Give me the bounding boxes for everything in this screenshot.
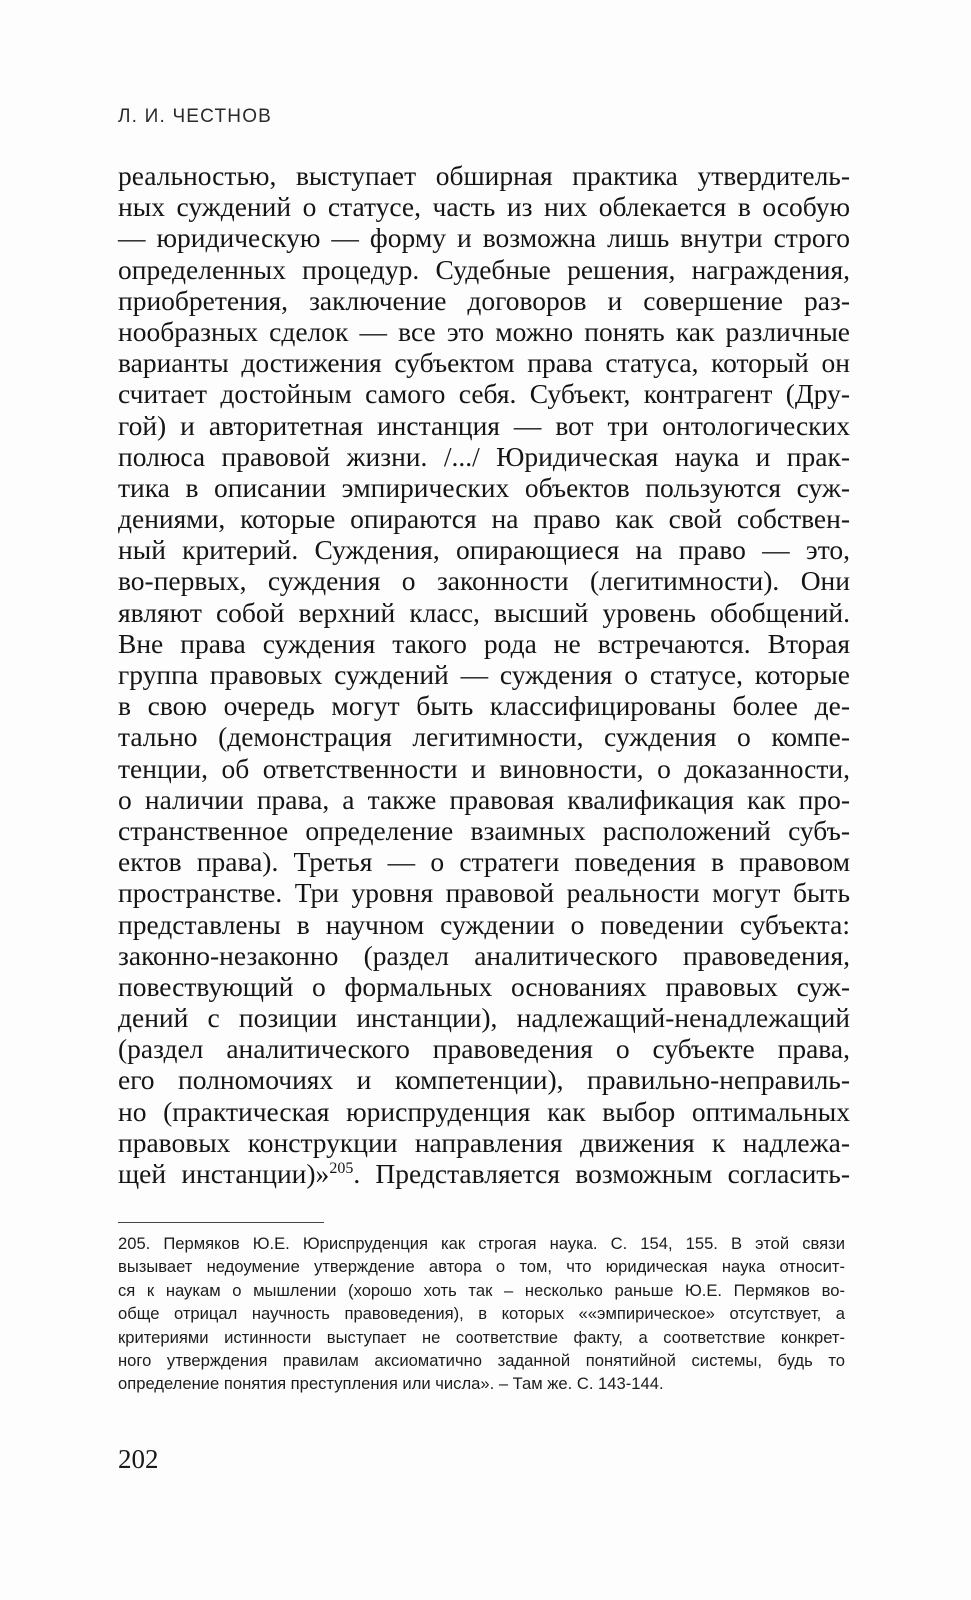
text-line: представлены в научном суждении о поведении субъекта: (118, 908, 850, 940)
text-line: ных суждений о статусе, часть из них облекается в особую (118, 191, 850, 223)
text-line: повествующий о формальных основаниях правовых суж- (118, 970, 850, 1002)
text-line: нообразных сделок — все это можно понять как различные (118, 315, 850, 347)
text-line: дениями, которые опираются на право как свой собствен- (118, 503, 850, 535)
text-line: тика в описании эмпирических объектов пользуются суж- (118, 471, 850, 503)
text-line: определенных процедур. Судебные решения, награждения, (118, 253, 850, 285)
text-line: реальностью, выступает обширная практика утвердитель- (118, 160, 850, 191)
text-line: варианты достижения субъектом права статуса, который он (118, 347, 850, 379)
text-line: законно-незаконно (раздел аналитического правоведения, (118, 939, 850, 971)
text-line: но (практическая юриспруденция как выбор оптимальных (118, 1095, 850, 1127)
text-line: тально (демонстрация легитимности, суждения о компе- (118, 721, 850, 753)
text-line: группа правовых суждений — суждения о статусе, которые (118, 659, 850, 690)
footnote-line: вызывает недоумение утверждение автора о том, что юридическая наука относит- (118, 1257, 845, 1277)
text-line: являют собой верхний класс, высший уровень обобщений. (118, 596, 850, 628)
footnote-line: определение понятия преступления или числа». – Там же. С. 143-144. (118, 1374, 664, 1394)
text-line: тенции, об ответственности и виновности, о доказанности, (118, 752, 850, 784)
page-number: 202 (118, 1444, 159, 1474)
footnote-line: ся к наукам о мышлении (хорошо хоть так – несколько раньше Ю.Е. Пермяков во- (118, 1280, 845, 1300)
text-line: — юридическую — форму и возможна лишь внутри строго (118, 222, 850, 254)
text-fragment: щей инстанции)» (118, 1158, 330, 1189)
text-line: правовых конструкции направления движения к надлежа- (118, 1126, 850, 1158)
text-line: дений с позиции инстанции), надлежащий-ненадлежащий (118, 1002, 850, 1034)
text-line: ный критерий. Суждения, опирающиеся на право — это, (118, 534, 850, 566)
text-line: ектов права). Третья — о стратеги поведения в правовом (118, 846, 850, 878)
footnote-line: критериями истинности выступает не соответствие факту, а соответствие конкрет- (118, 1327, 845, 1347)
text-line: (раздел аналитического правоведения о субъекте права, (118, 1033, 850, 1065)
text-line: полюса правовой жизни. /.../ Юридическая наука и прак- (118, 440, 850, 472)
running-head: Л. И. ЧЕСТНОВ (118, 106, 273, 127)
footnote-line: 205. Пермяков Ю.Е. Юриспруденция как строгая наука. С. 154, 155. В этой связи (118, 1234, 845, 1253)
text-line: считает достойным самого себя. Субъект, контрагент (Дру- (118, 378, 850, 410)
text-line: странственное определение взаимных расположений субъ- (118, 814, 850, 846)
text-line: гой) и авторитетная инстанция — вот три онтологических (118, 409, 850, 441)
text-line: приобретения, заключение договоров и совершение раз- (118, 284, 850, 316)
main-text-block (118, 160, 850, 1189)
text-line: во-первых, суждения о законности (легитимности). Они (118, 565, 850, 597)
footnote-line: ного утверждения правилам аксиоматично заданной понятийной системы, будь то (118, 1350, 845, 1370)
text-line: пространстве. Три уровня правовой реальности могут быть (118, 877, 850, 909)
text-line-with-footnote-ref (118, 1158, 850, 1189)
text-line: в свою очередь могут быть классифицированы более де- (118, 690, 850, 722)
text-line: его полномочиях и компетенции), правильно-неправиль- (118, 1064, 850, 1096)
footnote-reference[interactable]: 205 (329, 1159, 354, 1177)
text-line: Вне права суждения такого рода не встречаются. Вторая (118, 627, 850, 659)
text-fragment: . Представляется возможным согласить- (353, 1158, 850, 1189)
footnote-separator (118, 1222, 324, 1223)
footnote-block (118, 1232, 845, 1396)
text-line: о наличии права, а также правовая квалификация как про- (118, 783, 850, 815)
footnote-line: обще отрицал научность правоведения), в которых ««эмпирическое» отсутствует, а (118, 1304, 845, 1324)
